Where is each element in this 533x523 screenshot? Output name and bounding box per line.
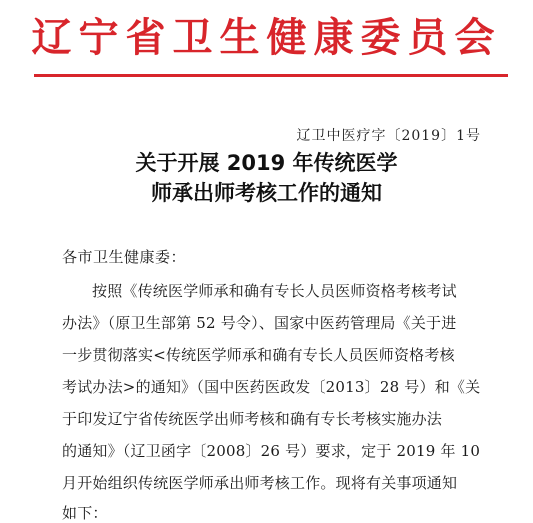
body-line: 的通知》（辽卫函字〔2008〕26 号）要求，定于 2019 年 10 — [62, 442, 481, 460]
red-divider-line — [34, 74, 508, 77]
salutation: 各市卫生健康委： — [62, 248, 187, 266]
document-title-line-2: 师承出师考核工作的通知 — [151, 181, 382, 205]
document-number: 辽卫中医疗字〔2019〕1号 — [296, 128, 481, 144]
body-line: 办法》（原卫生部第 52 号令）、国家中医药管理局《关于进 — [62, 314, 457, 332]
document-title-line-1: 关于开展 2019 年传统医学 — [135, 151, 398, 175]
body-line: 如下： — [62, 504, 108, 522]
body-line: 月开始组织传统医学师承出师考核工作。现将有关事项通知 — [62, 474, 458, 492]
body-line: 于印发辽宁省传统医学出师考核和确有专长考核实施办法 — [62, 410, 443, 428]
body-line: 考试办法>的通知》（国中医药医政发〔2013〕28 号）和《关 — [62, 378, 481, 396]
issuing-organization-header: 辽宁省卫生健康委员会 — [31, 14, 502, 61]
body-line: 按照《传统医学师承和确有专长人员医师资格考核考试 — [92, 282, 457, 300]
body-line: 一步贯彻落实<传统医学师承和确有专长人员医师资格考核 — [62, 346, 455, 364]
